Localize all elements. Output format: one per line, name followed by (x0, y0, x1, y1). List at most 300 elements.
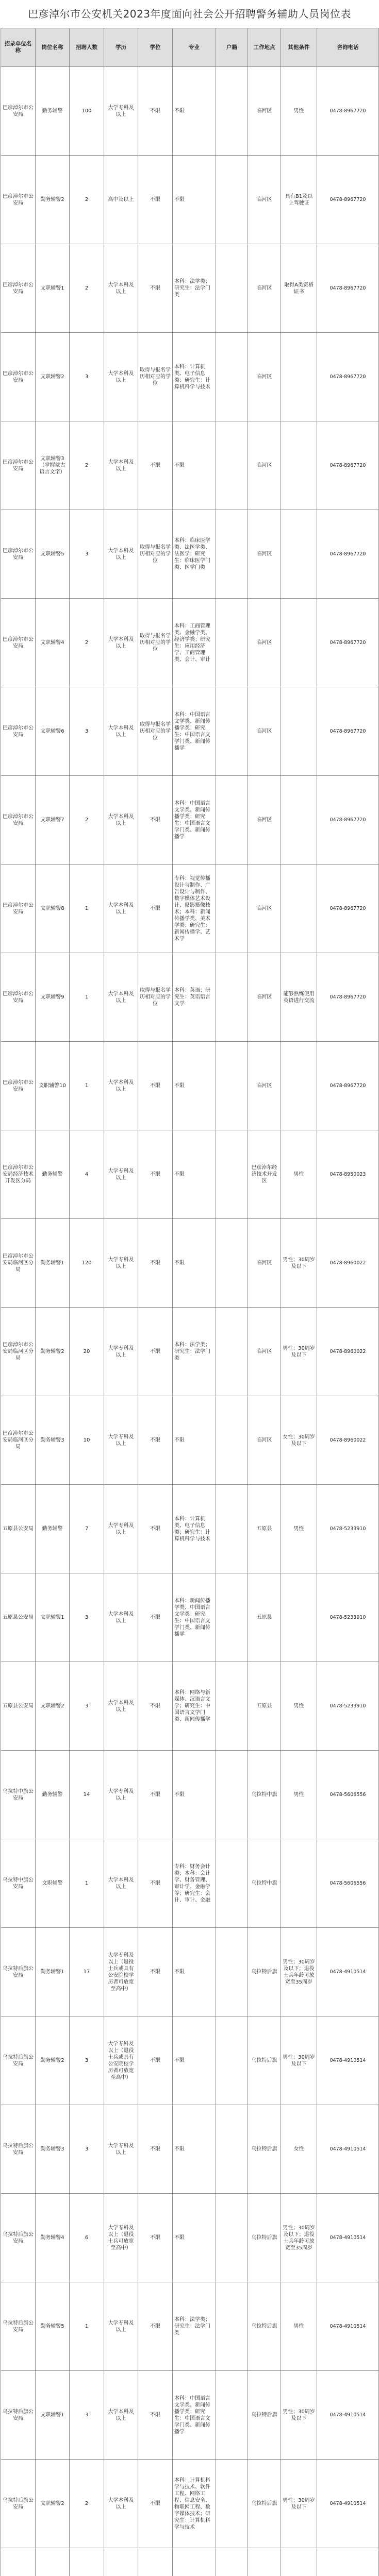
other-conditions-cell (281, 1573, 317, 1662)
position-cell: 勤务辅警3 (36, 2105, 70, 2194)
education-cell: 大学专科及以上 (104, 1751, 138, 1839)
position-cell: 文职辅警2 (36, 1662, 70, 1751)
table-row (1, 2105, 379, 2194)
degree-cell: 不限 (138, 2460, 173, 2548)
table-row (1, 1839, 379, 1928)
count-cell: 10 (70, 1396, 104, 1485)
other-conditions-cell (281, 865, 317, 953)
count-cell: 3 (70, 2105, 104, 2194)
table-row (1, 244, 379, 333)
major-cell: 本科：计算机类、电子信息类；研究生：计算机科学与技术 (173, 1485, 216, 1573)
table-row (1, 1662, 379, 1751)
column-header-other: 其他条件 (281, 28, 317, 67)
column-header-count: 招聘人数 (70, 28, 104, 67)
count-cell: 1 (70, 2282, 104, 2371)
phone-cell: 0478-8967720 (317, 776, 379, 865)
count-cell: 3 (70, 2371, 104, 2460)
major-cell: 本科：法学类；研究生：法学门类 (173, 2282, 216, 2371)
location-cell: 临河区 (248, 1042, 281, 1130)
table-row (1, 67, 379, 156)
table-row (1, 2371, 379, 2460)
household-cell (216, 1308, 248, 1396)
position-cell: 勤务辅警2 (36, 1308, 70, 1396)
location-cell: 乌拉特后旗 (248, 2371, 281, 2460)
phone-cell: 0478-5606556 (317, 1839, 379, 1928)
major-cell: 本科：法学类；研究生：法学门类 (173, 1308, 216, 1396)
position-cell: 文职辅警5 (36, 510, 70, 599)
table-row (1, 1928, 379, 2016)
household-cell (216, 865, 248, 953)
education-cell: 大学专科及以上 (104, 1308, 138, 1396)
table-row (1, 953, 379, 1042)
phone-cell (317, 2548, 379, 2576)
major-cell: 本科：中国语言文学类、新闻传播学类；研究生：中国语言文学门类、新闻传播学 (173, 776, 216, 865)
degree-cell: 不限 (138, 1130, 173, 1219)
other-conditions-cell: 男性 (281, 1130, 317, 1219)
count-cell: 2 (70, 156, 104, 244)
degree-cell: 取得与报名学历相对应的学位 (138, 953, 173, 1042)
table-row (1, 510, 379, 599)
household-cell (216, 1751, 248, 1839)
count-cell: 3 (70, 2016, 104, 2105)
degree-cell: 不限 (138, 1928, 173, 2016)
degree-cell: 不限 (138, 1042, 173, 1130)
position-cell: 文职辅警8 (36, 865, 70, 953)
major-cell: 专科：财务会计类；本科：会计学、财务管理、审计学、金融学等；研究生：会计、审计、金融 (173, 1839, 216, 1928)
unit-cell: 巴彦淖尔市公安局 (1, 333, 36, 421)
major-cell: 本科：新闻传播学类、中国语言文学类；研究生：中国语言文学门类、新闻传播学 (173, 1573, 216, 1662)
position-cell: 文职辅警1 (36, 2371, 70, 2460)
position-cell: 勤务辅警2 (36, 2016, 70, 2105)
household-cell (216, 2460, 248, 2548)
location-cell: 五原县 (248, 1662, 281, 1751)
degree-cell: 不限 (138, 1662, 173, 1751)
other-conditions-cell: 男性；30周岁及以下 (281, 2460, 317, 2548)
table-row (1, 1130, 379, 1219)
unit-cell: 巴彦淖尔市公安局 (1, 244, 36, 333)
phone-cell: 0478-4910514 (317, 1928, 379, 2016)
education-cell: 大学本科及以上 (104, 1662, 138, 1751)
phone-cell: 0478-5233910 (317, 1485, 379, 1573)
education-cell (104, 2548, 138, 2576)
phone-cell: 0478-8960022 (317, 1308, 379, 1396)
household-cell (216, 1396, 248, 1485)
education-cell: 大学专科及以上（退役士兵或具有公安院校学历者可放宽至高中） (104, 2016, 138, 2105)
count-cell: 2 (70, 776, 104, 865)
location-cell: 临河区 (248, 599, 281, 687)
household-cell (216, 1662, 248, 1751)
major-cell: 不限 (173, 2105, 216, 2194)
page-title: 巴彦淖尔市公安机关2023年度面向社会公开招聘警务辅助人员岗位表 (0, 0, 379, 28)
other-conditions-cell: 取得A类资格证书 (281, 244, 317, 333)
household-cell (216, 2371, 248, 2460)
phone-cell: 0478-8967720 (317, 1042, 379, 1130)
table-row (1, 1485, 379, 1573)
other-conditions-cell: 男性；30周岁及以下；退役士兵年龄可放宽至35周岁 (281, 1928, 317, 2016)
degree-cell: 取得与报名学历相对应的学位 (138, 510, 173, 599)
education-cell: 大学本科及以上 (104, 510, 138, 599)
unit-cell: 乌拉特后旗公安局 (1, 2105, 36, 2194)
position-cell: 文职辅警2 (36, 333, 70, 421)
phone-cell: 0478-8950023 (317, 1130, 379, 1219)
table-row (1, 865, 379, 953)
unit-cell: 乌拉特后旗公安局 (1, 2016, 36, 2105)
position-cell: 勤务辅警 (36, 67, 70, 156)
phone-cell: 0478-8967720 (317, 599, 379, 687)
household-cell (216, 2105, 248, 2194)
column-header-education: 学历 (104, 28, 138, 67)
location-cell: 乌拉特中旗 (248, 1751, 281, 1839)
table-row (1, 2194, 379, 2282)
other-conditions-cell (281, 687, 317, 776)
degree-cell: 不限 (138, 1839, 173, 1928)
degree-cell: 不限 (138, 2371, 173, 2460)
table-row (1, 2548, 379, 2576)
position-cell: 勤务辅警 (36, 1130, 70, 1219)
other-conditions-cell (281, 776, 317, 865)
phone-cell: 0478-8967720 (317, 156, 379, 244)
position-cell (36, 2548, 70, 2576)
education-cell: 大学本科及以上 (104, 2371, 138, 2460)
unit-cell: 巴彦淖尔市公安局 (1, 776, 36, 865)
location-cell: 临河区 (248, 776, 281, 865)
phone-cell: 0478-8967720 (317, 687, 379, 776)
education-cell: 大学本科及以上 (104, 244, 138, 333)
degree-cell: 不限 (138, 67, 173, 156)
unit-cell (1, 2548, 36, 2576)
major-cell: 不限 (173, 1751, 216, 1839)
major-cell: 本科：临床医学类、法医学类、法医学；研究生：临床医学门类、医学门类 (173, 510, 216, 599)
education-cell: 大学本科及以上 (104, 421, 138, 510)
location-cell: 临河区 (248, 1219, 281, 1308)
degree-cell: 取得与报名学历相对应的学位 (138, 599, 173, 687)
unit-cell: 巴彦淖尔市公安局 (1, 687, 36, 776)
column-header-phone: 咨询电话 (317, 28, 379, 67)
other-conditions-cell (281, 510, 317, 599)
location-cell: 乌拉特后旗 (248, 2460, 281, 2548)
education-cell: 大学本科及以上 (104, 776, 138, 865)
table-header-row (1, 28, 379, 67)
count-cell: 2 (70, 421, 104, 510)
household-cell (216, 1573, 248, 1662)
degree-cell: 不限 (138, 1396, 173, 1485)
degree-cell: 不限 (138, 1573, 173, 1662)
location-cell: 五原县 (248, 1573, 281, 1662)
phone-cell: 0478-8967720 (317, 333, 379, 421)
position-cell: 勤务辅警4 (36, 2194, 70, 2282)
major-cell: 不限 (173, 2016, 216, 2105)
count-cell: 3 (70, 510, 104, 599)
major-cell: 本科：计算机科学与技术、软件工程、网络工程、信息安全、物联网工程、数字媒体技术；研究生：计算机科学与技术 (173, 2460, 216, 2548)
household-cell (216, 2548, 248, 2576)
degree-cell (138, 2548, 173, 2576)
other-conditions-cell: 男性 (281, 1662, 317, 1751)
education-cell: 大学本科及以上 (104, 2460, 138, 2548)
education-cell: 大学专科及以上 (104, 2105, 138, 2194)
major-cell: 本科：法学类；研究生：法学门类 (173, 244, 216, 333)
location-cell: 临河区 (248, 156, 281, 244)
unit-cell: 巴彦淖尔市公安局 (1, 510, 36, 599)
table-row (1, 687, 379, 776)
education-cell: 大学本科及以上 (104, 687, 138, 776)
position-cell: 勤务辅警5 (36, 2282, 70, 2371)
phone-cell: 0478-4910514 (317, 2282, 379, 2371)
degree-cell: 不限 (138, 1308, 173, 1396)
education-cell: 大学专科及以上（退役士兵或具有公安院校学历者可放宽至高中） (104, 1928, 138, 2016)
table-row (1, 1751, 379, 1839)
degree-cell: 不限 (138, 244, 173, 333)
major-cell: 本科：英语；研究生：英语语言文学 (173, 953, 216, 1042)
location-cell (248, 2548, 281, 2576)
table-row (1, 333, 379, 421)
household-cell (216, 421, 248, 510)
unit-cell: 巴彦淖尔市公安局 (1, 421, 36, 510)
other-conditions-cell (281, 1042, 317, 1130)
household-cell (216, 510, 248, 599)
major-cell: 不限 (173, 1928, 216, 2016)
other-conditions-cell: 男性；30周岁及以下 (281, 2371, 317, 2460)
column-header-household: 户籍 (216, 28, 248, 67)
other-conditions-cell: 女性 (281, 2105, 317, 2194)
unit-cell: 乌拉特后旗公安局 (1, 2194, 36, 2282)
other-conditions-cell: 男性 (281, 1485, 317, 1573)
degree-cell: 不限 (138, 156, 173, 244)
location-cell: 乌拉特后旗 (248, 2105, 281, 2194)
unit-cell: 巴彦淖尔市公安局 (1, 865, 36, 953)
position-cell: 文职辅警9 (36, 953, 70, 1042)
table-row (1, 2460, 379, 2548)
column-header-position: 岗位名称 (36, 28, 70, 67)
education-cell: 大学本科及以上 (104, 865, 138, 953)
education-cell: 大学本科及以上 (104, 953, 138, 1042)
household-cell (216, 953, 248, 1042)
phone-cell: 0478-4910514 (317, 2371, 379, 2460)
count-cell: 20 (70, 1308, 104, 1396)
phone-cell: 0478-8967720 (317, 953, 379, 1042)
other-conditions-cell (281, 333, 317, 421)
count-cell: 7 (70, 1485, 104, 1573)
count-cell: 3 (70, 1573, 104, 1662)
count-cell: 2 (70, 2460, 104, 2548)
household-cell (216, 1130, 248, 1219)
major-cell: 不限 (173, 1219, 216, 1308)
table-row (1, 1308, 379, 1396)
unit-cell: 巴彦淖尔市公安局 (1, 953, 36, 1042)
household-cell (216, 1042, 248, 1130)
other-conditions-cell (281, 1839, 317, 1928)
position-cell: 文职辅警1 (36, 244, 70, 333)
education-cell: 大学专科及以上（退役士兵可放宽至高中） (104, 2194, 138, 2282)
household-cell (216, 2194, 248, 2282)
table-row (1, 776, 379, 865)
degree-cell: 取得与报名学历相对应的学位 (138, 333, 173, 421)
household-cell (216, 776, 248, 865)
position-cell: 文职辅警4 (36, 599, 70, 687)
location-cell: 乌拉特后旗 (248, 2194, 281, 2282)
count-cell: 2 (70, 599, 104, 687)
major-cell: 不限 (173, 156, 216, 244)
location-cell: 临河区 (248, 333, 281, 421)
phone-cell: 0478-8967720 (317, 510, 379, 599)
phone-cell: 0478-4910514 (317, 2194, 379, 2282)
household-cell (216, 67, 248, 156)
household-cell (216, 333, 248, 421)
major-cell: 专科：视觉传播设计与制作、广告设计与制作、数字媒体艺术设计、摄影摄像技术；本科：新闻传播学类、美术学类；研究生：新闻传播学、艺术学 (173, 865, 216, 953)
position-cell: 文职辅警2 (36, 2460, 70, 2548)
degree-cell: 不限 (138, 776, 173, 865)
education-cell: 大学专科及以上 (104, 1485, 138, 1573)
unit-cell: 五原县公安局 (1, 1662, 36, 1751)
household-cell (216, 1928, 248, 2016)
unit-cell: 乌拉特中旗公安局 (1, 1751, 36, 1839)
unit-cell: 乌拉特后旗公安局 (1, 2371, 36, 2460)
major-cell: 不限 (173, 1130, 216, 1219)
table-row (1, 2016, 379, 2105)
other-conditions-cell: 能够熟练使用英语进行交流 (281, 953, 317, 1042)
table-row (1, 1219, 379, 1308)
major-cell: 不限 (173, 2194, 216, 2282)
column-header-degree: 学位 (138, 28, 173, 67)
phone-cell: 0478-4910514 (317, 2105, 379, 2194)
household-cell (216, 244, 248, 333)
table-row (1, 1573, 379, 1662)
count-cell: 1 (70, 1042, 104, 1130)
major-cell: 本科：中国语言文学类、新闻传播学类；研究生：中国语言文学门类、新闻传播学 (173, 2371, 216, 2460)
location-cell: 乌拉特后旗 (248, 1928, 281, 2016)
unit-cell: 巴彦淖尔市公安局临河区分局 (1, 1308, 36, 1396)
count-cell: 6 (70, 2194, 104, 2282)
other-conditions-cell (281, 421, 317, 510)
location-cell: 临河区 (248, 67, 281, 156)
household-cell (216, 2016, 248, 2105)
unit-cell: 五原县公安局 (1, 1573, 36, 1662)
household-cell (216, 156, 248, 244)
position-cell: 勤务辅警3 (36, 1396, 70, 1485)
major-cell: 不限 (173, 1042, 216, 1130)
location-cell: 临河区 (248, 421, 281, 510)
unit-cell: 巴彦淖尔市公安局 (1, 156, 36, 244)
degree-cell: 不限 (138, 2282, 173, 2371)
phone-cell: 0478-5233910 (317, 1662, 379, 1751)
unit-cell: 巴彦淖尔市公安局临河区分局 (1, 1219, 36, 1308)
count-cell: 1 (70, 865, 104, 953)
household-cell (216, 2282, 248, 2371)
location-cell: 临河区 (248, 953, 281, 1042)
table-row (1, 421, 379, 510)
household-cell (216, 599, 248, 687)
count-cell: 120 (70, 1219, 104, 1308)
location-cell: 临河区 (248, 510, 281, 599)
phone-cell: 0478-5606556 (317, 1751, 379, 1839)
major-cell: 不限 (173, 1396, 216, 1485)
count-cell: 17 (70, 1928, 104, 2016)
table-body (1, 67, 379, 2576)
education-cell: 大学专科及以上 (104, 67, 138, 156)
phone-cell: 0478-4910514 (317, 2016, 379, 2105)
education-cell: 大学本科及以上 (104, 1839, 138, 1928)
location-cell: 巴彦淖尔经济技术开发区 (248, 1130, 281, 1219)
unit-cell: 巴彦淖尔市公安局 (1, 599, 36, 687)
other-conditions-cell (281, 599, 317, 687)
household-cell (216, 1219, 248, 1308)
location-cell: 临河区 (248, 865, 281, 953)
education-cell: 大学本科及以上 (104, 333, 138, 421)
phone-cell: 0478-8967720 (317, 865, 379, 953)
other-conditions-cell: 男性；30周岁及以下 (281, 1219, 317, 1308)
phone-cell: 0478-8967720 (317, 244, 379, 333)
count-cell: 14 (70, 1751, 104, 1839)
count-cell: 100 (70, 67, 104, 156)
degree-cell: 不限 (138, 865, 173, 953)
household-cell (216, 687, 248, 776)
table-row (1, 1042, 379, 1130)
other-conditions-cell: 男性 (281, 2282, 317, 2371)
location-cell: 临河区 (248, 1396, 281, 1485)
education-cell: 大学本科及以上 (104, 1573, 138, 1662)
column-header-major: 专业 (173, 28, 216, 67)
education-cell: 高中及以上 (104, 156, 138, 244)
count-cell: 3 (70, 687, 104, 776)
degree-cell: 不限 (138, 421, 173, 510)
unit-cell: 巴彦淖尔市公安局经济技术开发区分局 (1, 1130, 36, 1219)
phone-cell: 0478-8960022 (317, 1396, 379, 1485)
positions-table (1, 28, 379, 2576)
unit-cell: 巴彦淖尔市公安局临河区分局 (1, 1396, 36, 1485)
count-cell: 1 (70, 1839, 104, 1928)
degree-cell: 不限 (138, 1751, 173, 1839)
phone-cell: 0478-8967720 (317, 67, 379, 156)
table-row (1, 599, 379, 687)
degree-cell: 不限 (138, 2105, 173, 2194)
unit-cell: 五原县公安局 (1, 1485, 36, 1573)
position-cell: 文职辅警1 (36, 1573, 70, 1662)
other-conditions-cell: 女性；30周岁及以下 (281, 1396, 317, 1485)
major-cell: 本科：网络与新媒体、汉语言文学；研究生：中国语言文学门类、新闻传播学 (173, 1662, 216, 1751)
education-cell: 大学专科及以上 (104, 1396, 138, 1485)
major-cell (173, 2548, 216, 2576)
table-row (1, 2282, 379, 2371)
unit-cell: 巴彦淖尔市公安局 (1, 67, 36, 156)
unit-cell: 巴彦淖尔市公安局 (1, 1042, 36, 1130)
unit-cell: 乌拉特中旗公安局 (1, 1839, 36, 1928)
position-cell: 勤务辅警1 (36, 1928, 70, 2016)
phone-cell: 0478-5233910 (317, 1573, 379, 1662)
other-conditions-cell (281, 2548, 317, 2576)
phone-cell: 0478-4910514 (317, 2460, 379, 2548)
position-cell: 文职辅警10 (36, 1042, 70, 1130)
column-header-unit: 招录单位名称 (1, 28, 36, 67)
column-header-location: 工作地点 (248, 28, 281, 67)
major-cell: 不限 (173, 421, 216, 510)
location-cell: 乌拉特后旗 (248, 2282, 281, 2371)
unit-cell: 乌拉特后旗公安局 (1, 2460, 36, 2548)
position-cell: 勤务辅警1 (36, 1219, 70, 1308)
unit-cell: 乌拉特后旗公安局 (1, 1928, 36, 2016)
degree-cell: 取得与报名学历相对应的学位 (138, 687, 173, 776)
degree-cell: 不限 (138, 2194, 173, 2282)
education-cell: 大学本科及以上 (104, 599, 138, 687)
table-row (1, 156, 379, 244)
position-cell: 文职辅警6 (36, 687, 70, 776)
degree-cell: 不限 (138, 1219, 173, 1308)
location-cell: 临河区 (248, 687, 281, 776)
count-cell: 1 (70, 953, 104, 1042)
household-cell (216, 1839, 248, 1928)
count-cell: 4 (70, 1130, 104, 1219)
table-row (1, 1396, 379, 1485)
count-cell: 3 (70, 333, 104, 421)
position-cell: 文职辅警7 (36, 776, 70, 865)
